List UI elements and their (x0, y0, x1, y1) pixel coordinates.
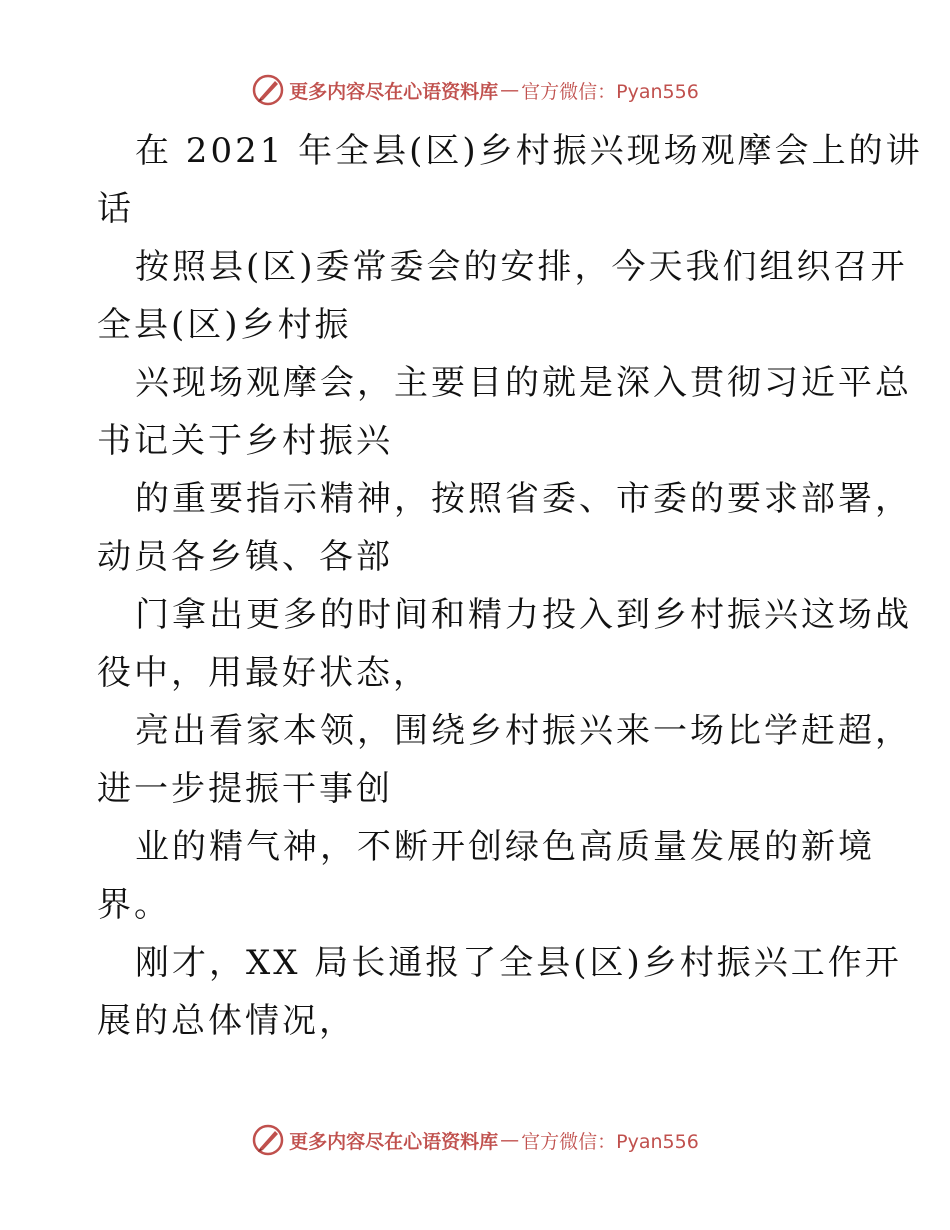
quill-pen-logo-icon (251, 73, 285, 107)
body-line: 在 2021 年全县(区)乡村振兴现场观摩会上的讲 (135, 131, 923, 171)
body-line: 业的精气神，不断开创绿色高质量发展的新境 (135, 827, 875, 867)
header-separator: — (500, 79, 520, 101)
body-line: 刚才，XX 局长通报了全县(区)乡村振兴工作开 (135, 943, 902, 983)
body-line: 话 (97, 189, 134, 229)
body-line: 按照县(区)委常委会的安排，今天我们组织召开 (135, 247, 908, 287)
footer-brand-text: 更多内容尽在心语资料库 (289, 1130, 499, 1153)
body-line: 役中，用最好状态， (97, 653, 430, 693)
header-brand-text: 更多内容尽在心语资料库 (289, 80, 499, 103)
quill-pen-logo-icon (251, 1123, 285, 1157)
body-line: 的重要指示精神，按照省委、市委的要求部署， (135, 479, 912, 519)
body-line: 门拿出更多的时间和精力投入到乡村振兴这场战 (135, 595, 912, 635)
body-line: 亮出看家本领，围绕乡村振兴来一场比学赶超， (135, 711, 912, 751)
body-line: 书记关于乡村振兴 (97, 421, 393, 461)
footer-separator: — (500, 1129, 520, 1151)
footer-wechat-text: 官方微信：Pyan556 (521, 1130, 699, 1153)
body-line: 展的总体情况， (97, 1001, 356, 1041)
header-banner (0, 70, 950, 110)
body-line: 界。 (97, 885, 171, 925)
footer-banner (0, 1120, 950, 1160)
document-body (97, 122, 923, 1050)
body-line: 兴现场观摩会，主要目的就是深入贯彻习近平总 (135, 363, 912, 403)
body-line: 进一步提振干事创 (97, 769, 393, 809)
body-line: 全县(区)乡村振 (97, 305, 352, 345)
header-wechat-text: 官方微信：Pyan556 (521, 80, 699, 103)
body-line: 动员各乡镇、各部 (97, 537, 393, 577)
